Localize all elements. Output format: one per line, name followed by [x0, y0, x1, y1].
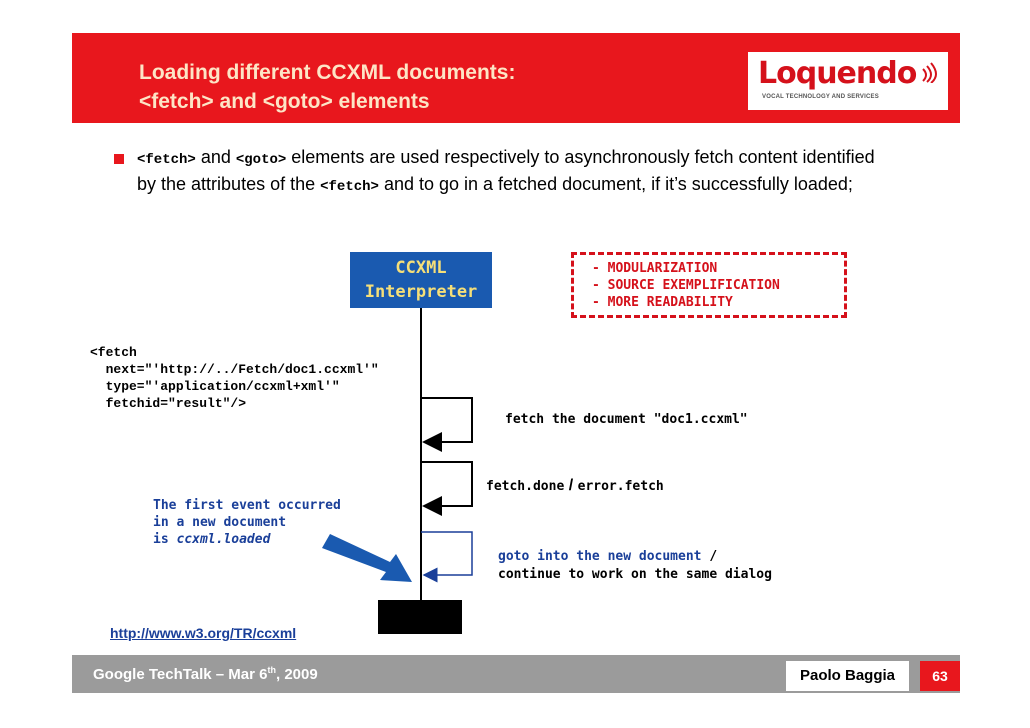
step-3-label — [498, 548, 772, 584]
event-error-fetch: error.fetch — [577, 479, 664, 494]
continue-text: continue to work on the same dialog — [498, 567, 772, 582]
event-fetch-done: fetch.done — [486, 479, 565, 494]
self-loop-arrow-3 — [421, 532, 472, 575]
logo-tagline: VOCAL TECHNOLOGY AND SERVICES — [762, 94, 879, 100]
step-1-label: fetch the document "doc1.ccxml" — [505, 412, 748, 427]
goto-text: goto into the new document — [498, 549, 702, 564]
event-note-line-1: The first event occurred — [153, 498, 341, 513]
footer-event-sup: th — [267, 665, 276, 675]
event-name: ccxml.loaded — [176, 532, 271, 547]
interpreter-line-1: CCXML — [395, 258, 447, 278]
benefit-item: - SOURCE EXEMPLIFICATION — [592, 278, 780, 293]
footer-author: Paolo Baggia — [786, 661, 909, 691]
event-note-line-2: in a new document — [153, 515, 287, 530]
self-loop-arrow-1 — [421, 398, 472, 442]
step-2-separator: / — [564, 477, 578, 494]
benefit-item: - MODULARIZATION — [592, 261, 718, 276]
code-fetch-2: <fetch> — [320, 179, 379, 195]
text-part-1: elements are used respectively to asynchronously fetch content identified by the attributes of the — [137, 147, 875, 194]
footer-event-year: , 2009 — [276, 666, 318, 683]
step-3-separator: / — [701, 549, 718, 564]
code-fetch: <fetch> — [137, 152, 196, 168]
interpreter-line-2: Interpreter — [364, 282, 478, 302]
ccxml-spec-link[interactable]: http://www.w3.org/TR/ccxml — [110, 625, 297, 641]
loquendo-logo: Loquendo — [758, 56, 917, 91]
footer-event-text: Google TechTalk – Mar 6 — [93, 666, 268, 683]
benefit-item: - MORE READABILITY — [592, 295, 733, 310]
event-note-is: is — [153, 532, 177, 547]
self-loop-arrow-2 — [421, 462, 472, 506]
footer-event — [93, 665, 318, 683]
event-note — [153, 497, 341, 548]
fetch-code-snippet: <fetch next="'http://../Fetch/doc1.ccxml'" type="'application/ccxml+xml'" fetchid="result"/> — [90, 345, 379, 411]
page-number: 63 — [920, 661, 960, 691]
text-and: and — [195, 147, 236, 167]
event-note-line-3 — [153, 531, 341, 548]
title-line-2: <fetch> and <goto> elements — [139, 90, 430, 113]
title-line-1: Loading different CCXML documents: — [139, 61, 516, 84]
code-goto: <goto> — [235, 152, 287, 168]
step-2-label — [486, 477, 664, 496]
text-part-2: and to go in a fetched document, if it’s successfully loaded; — [378, 174, 853, 194]
